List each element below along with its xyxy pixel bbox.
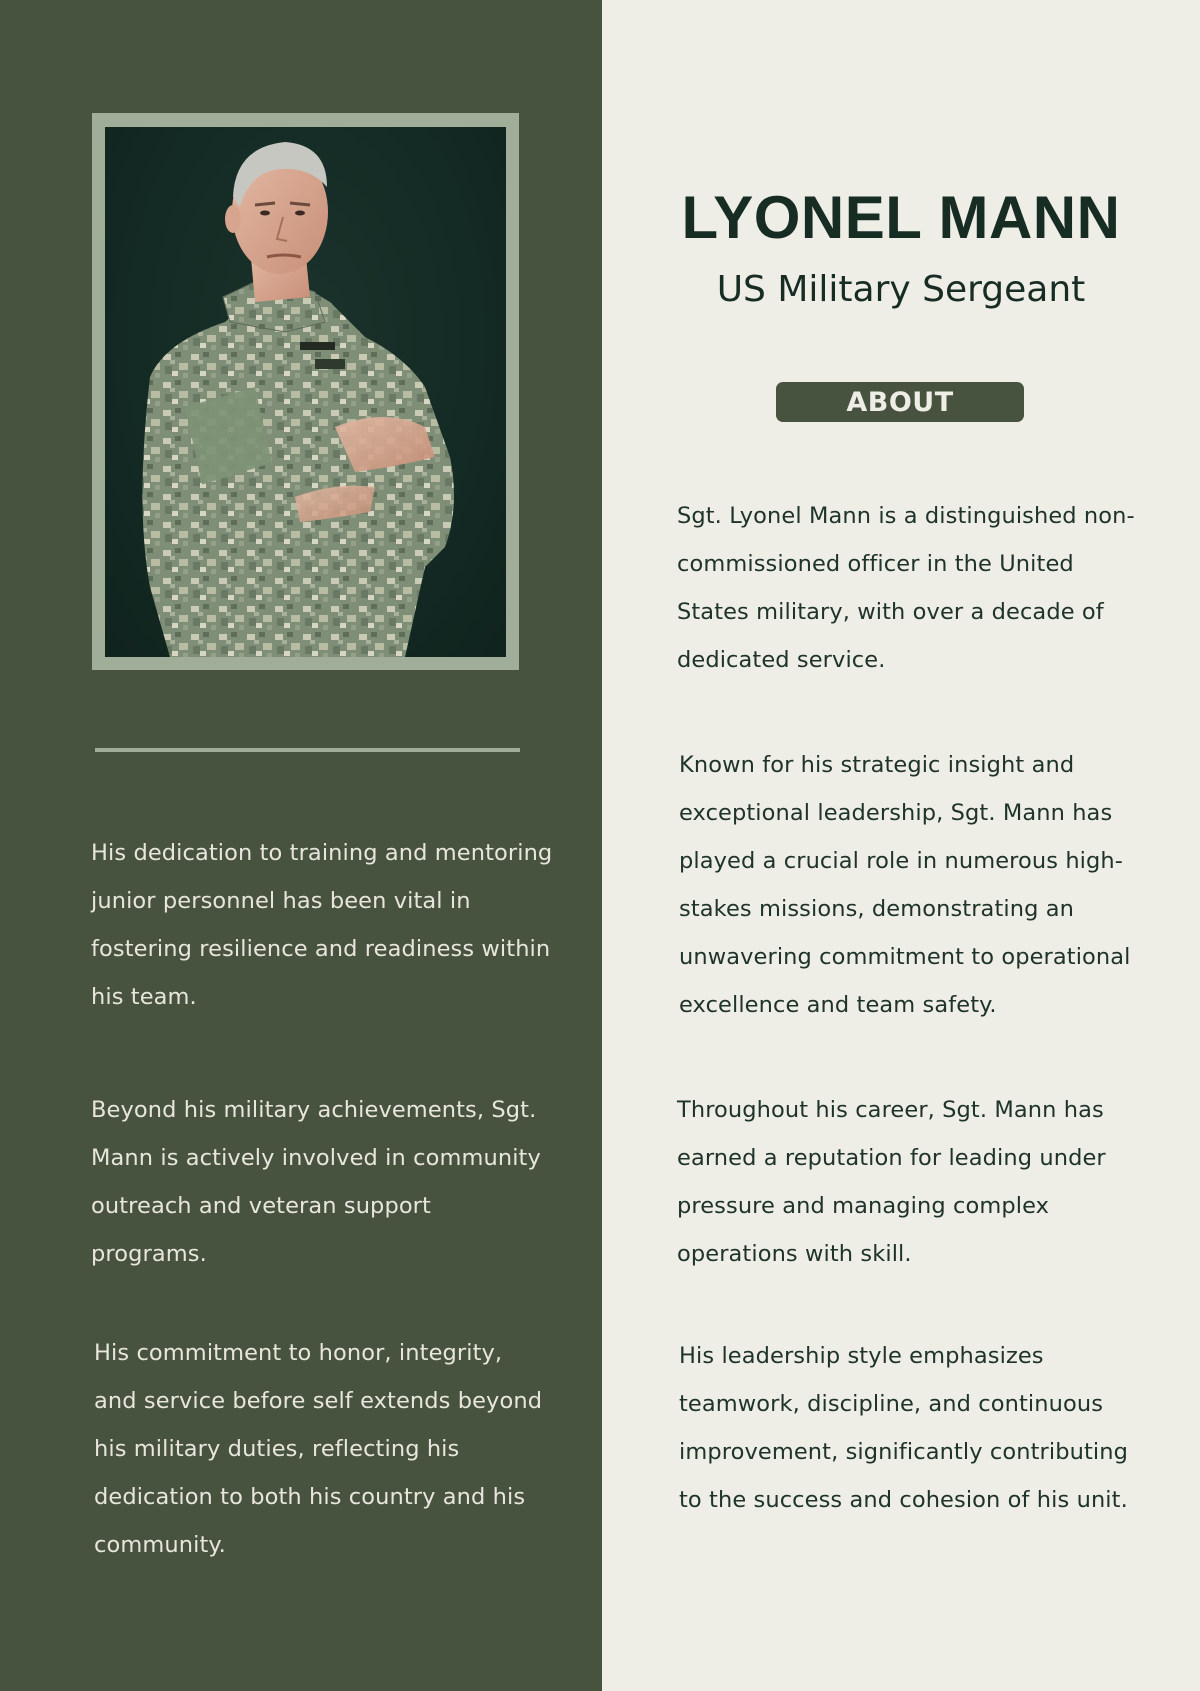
about-paragraph-2: Known for his strategic insight and exceptional leadership, Sgt. Mann has played a crucial role in numerous high-stakes missions, demonstrating an unwavering commitment to operational excellence and team safety. xyxy=(679,752,1131,1018)
profile-name: LYONEL MANN xyxy=(681,184,1121,251)
soldier-portrait-illustration xyxy=(105,127,506,657)
sidebar-paragraph-1: His dedication to training and mentoring junior personnel has been vital in fostering resilience and readiness within his team. xyxy=(91,840,553,1010)
about-paragraph-3: Throughout his career, Sgt. Mann has earned a reputation for leading under pressure and managing complex operations with skill. xyxy=(677,1097,1106,1267)
about-heading-label: ABOUT xyxy=(846,386,954,418)
sidebar-paragraph-2: Beyond his military achievements, Sgt. Mann is actively involved in community outreach and veteran support programs. xyxy=(91,1097,541,1267)
photo-frame xyxy=(92,113,519,670)
about-heading-badge xyxy=(776,382,1024,422)
profile-title: US Military Sergeant xyxy=(716,269,1086,310)
about-paragraph-4: His leadership style emphasizes teamwork, discipline, and continuous improvement, significantly contributing to the success and cohesion of his unit. xyxy=(679,1343,1128,1513)
about-paragraph-1: Sgt. Lyonel Mann is a distinguished non-commissioned officer in the United States military, with over a decade of dedicated service. xyxy=(677,503,1135,673)
sidebar-paragraph-3: His commitment to honor, integrity, and service before self extends beyond his military duties, reflecting his dedication to both his country and his community. xyxy=(94,1340,543,1558)
profile-photo xyxy=(105,127,506,657)
section-divider xyxy=(95,748,520,752)
